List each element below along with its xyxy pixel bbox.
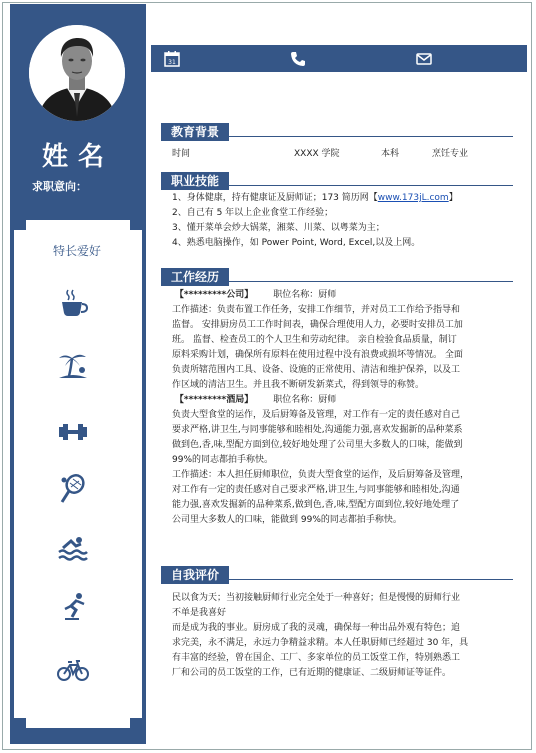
swimming-icon (57, 532, 89, 562)
position-title: 职位名称：厨师 (273, 290, 337, 300)
avatar (29, 25, 125, 121)
company-name: 【*********酒局】 (174, 395, 254, 405)
education-degree: 本科 (381, 149, 400, 159)
mail-icon (415, 50, 433, 68)
education-time: 时间 (172, 149, 191, 159)
job-header (172, 288, 517, 303)
job-line: 对工作有一定的责任感对自己要求严格,讲卫生,与同事能够和睦相处,沟通 (172, 485, 460, 495)
divider (223, 579, 513, 580)
job-line: 做到色,香,味,型配方面到位,较好地处理了公司里大多数人的口味，能做到 (172, 440, 463, 450)
job-line: 能力强,喜欢发掘新的品种菜系,做到色,香,味,型配方面到位,较好地处理了 (172, 500, 460, 510)
position-title: 职位名称：厨师 (273, 395, 337, 405)
tennis-racket-icon (57, 474, 89, 504)
self-eval-section (161, 566, 513, 584)
skill-item: 3、懂开菜单会炒大锅菜，湘菜、川菜、以粤菜为主； (172, 223, 385, 233)
calendar-day-text: 31 (168, 59, 176, 66)
eval-line: 求完美，永不满足，永远力争精益求精。本人任职厨师已经超过 30 年，具 (172, 638, 469, 648)
education-title: 教育背景 (161, 123, 229, 141)
self-eval-title: 自我评价 (161, 566, 229, 584)
job-header (172, 393, 517, 408)
skill-item: 2、自己有 5 年以上企业食堂工作经验； (172, 208, 334, 218)
skills-section (161, 172, 513, 190)
eval-line: 民以食为天；当初接触厨师行业完全处于一种喜好；但是慢慢的厨师行业 (172, 593, 461, 603)
experience-section (161, 268, 513, 286)
contact-bar (151, 45, 527, 72)
job-line: 工作描述：负责布置工作任务，安排工作细节，并对员工工作给予指导和 (172, 305, 461, 315)
job-line: 99%的同志都拍手称快。 (172, 455, 274, 465)
job-line: 公司里大多数人的口味，能做到 99%的同志都拍手称快。 (172, 515, 402, 525)
job-line: 监督。 安排厨房员工工作时间表，确保合理使用人力，必要时安排员工加 (172, 320, 463, 330)
eval-line: 不单是我喜好 (172, 608, 227, 618)
job-line: 班。 监督、检查员工的个人卫生和劳动纪律。 亲自检验食品质量，制订 (172, 335, 457, 345)
candidate-name: 姓名 (41, 142, 114, 172)
company-name: 【*********公司】 (174, 290, 254, 300)
education-school: XXXX 学院 (294, 149, 340, 159)
experience-body (172, 288, 517, 528)
job-line: 工作描述：本人担任厨师职位，负责大型食堂的运作，及后厨筹备及管理， (172, 470, 470, 480)
calendar-icon (163, 50, 181, 68)
skills-list (172, 191, 512, 251)
job-line: 原料采购计划，确保所有原料在使用过程中没有浪费或损坏等情况。 全面 (172, 350, 463, 360)
bicycle-icon (57, 654, 89, 684)
education-section (161, 123, 513, 141)
website-link[interactable]: www.173jL.com (377, 193, 449, 203)
education-major: 烹饪专业 (432, 149, 469, 159)
self-eval-body (172, 591, 517, 681)
eval-line: 有丰富的经验，曾在国企、工厂、多家单位的员工饭堂工作，特别熟悉工 (172, 653, 461, 663)
hobbies-title: 特长爱好 (52, 244, 101, 258)
eval-line: 而是成为我的事业。厨房成了我的灵魂，确保每一种出品外观有特色；追 (172, 623, 461, 633)
coffee-icon (57, 288, 89, 318)
skill-item: 4、熟悉电脑操作，如 Power Point, Word, Excel,以及上网。 (172, 238, 421, 248)
phone-icon (289, 50, 307, 68)
experience-title: 工作经历 (161, 268, 229, 286)
divider (223, 136, 513, 137)
eval-line: 厂和公司的员工饭堂的工作，已有近期的健康证、二级厨师证等证件。 (172, 668, 452, 678)
skill-item: 1、身体健康，持有健康证及厨师证；173 简历网【www.173jL.com】 (172, 193, 458, 203)
job-intent-label: 求职意向： (32, 180, 87, 193)
dumbbell-icon (57, 416, 89, 446)
divider (223, 281, 513, 282)
skating-icon (57, 592, 89, 622)
job-line: 作区域的清洁卫生。并且我不断研发新菜式，得到领导的称赞。 (172, 380, 425, 390)
divider (223, 185, 513, 186)
job-line: 负责大型食堂的运作，及后厨筹备及管理，对工作有一定的责任感对自己 (172, 410, 461, 420)
palm-tree-icon (57, 350, 89, 380)
skills-title: 职业技能 (161, 172, 229, 190)
job-line: 要求严格,讲卫生,与同事能够和睦相处,沟通能力强,喜欢发掘新的品种菜系 (172, 425, 463, 435)
job-line: 负责所辖范围内工具、设备、设施的正常使用、清洁和维护保养，以及工 (172, 365, 461, 375)
